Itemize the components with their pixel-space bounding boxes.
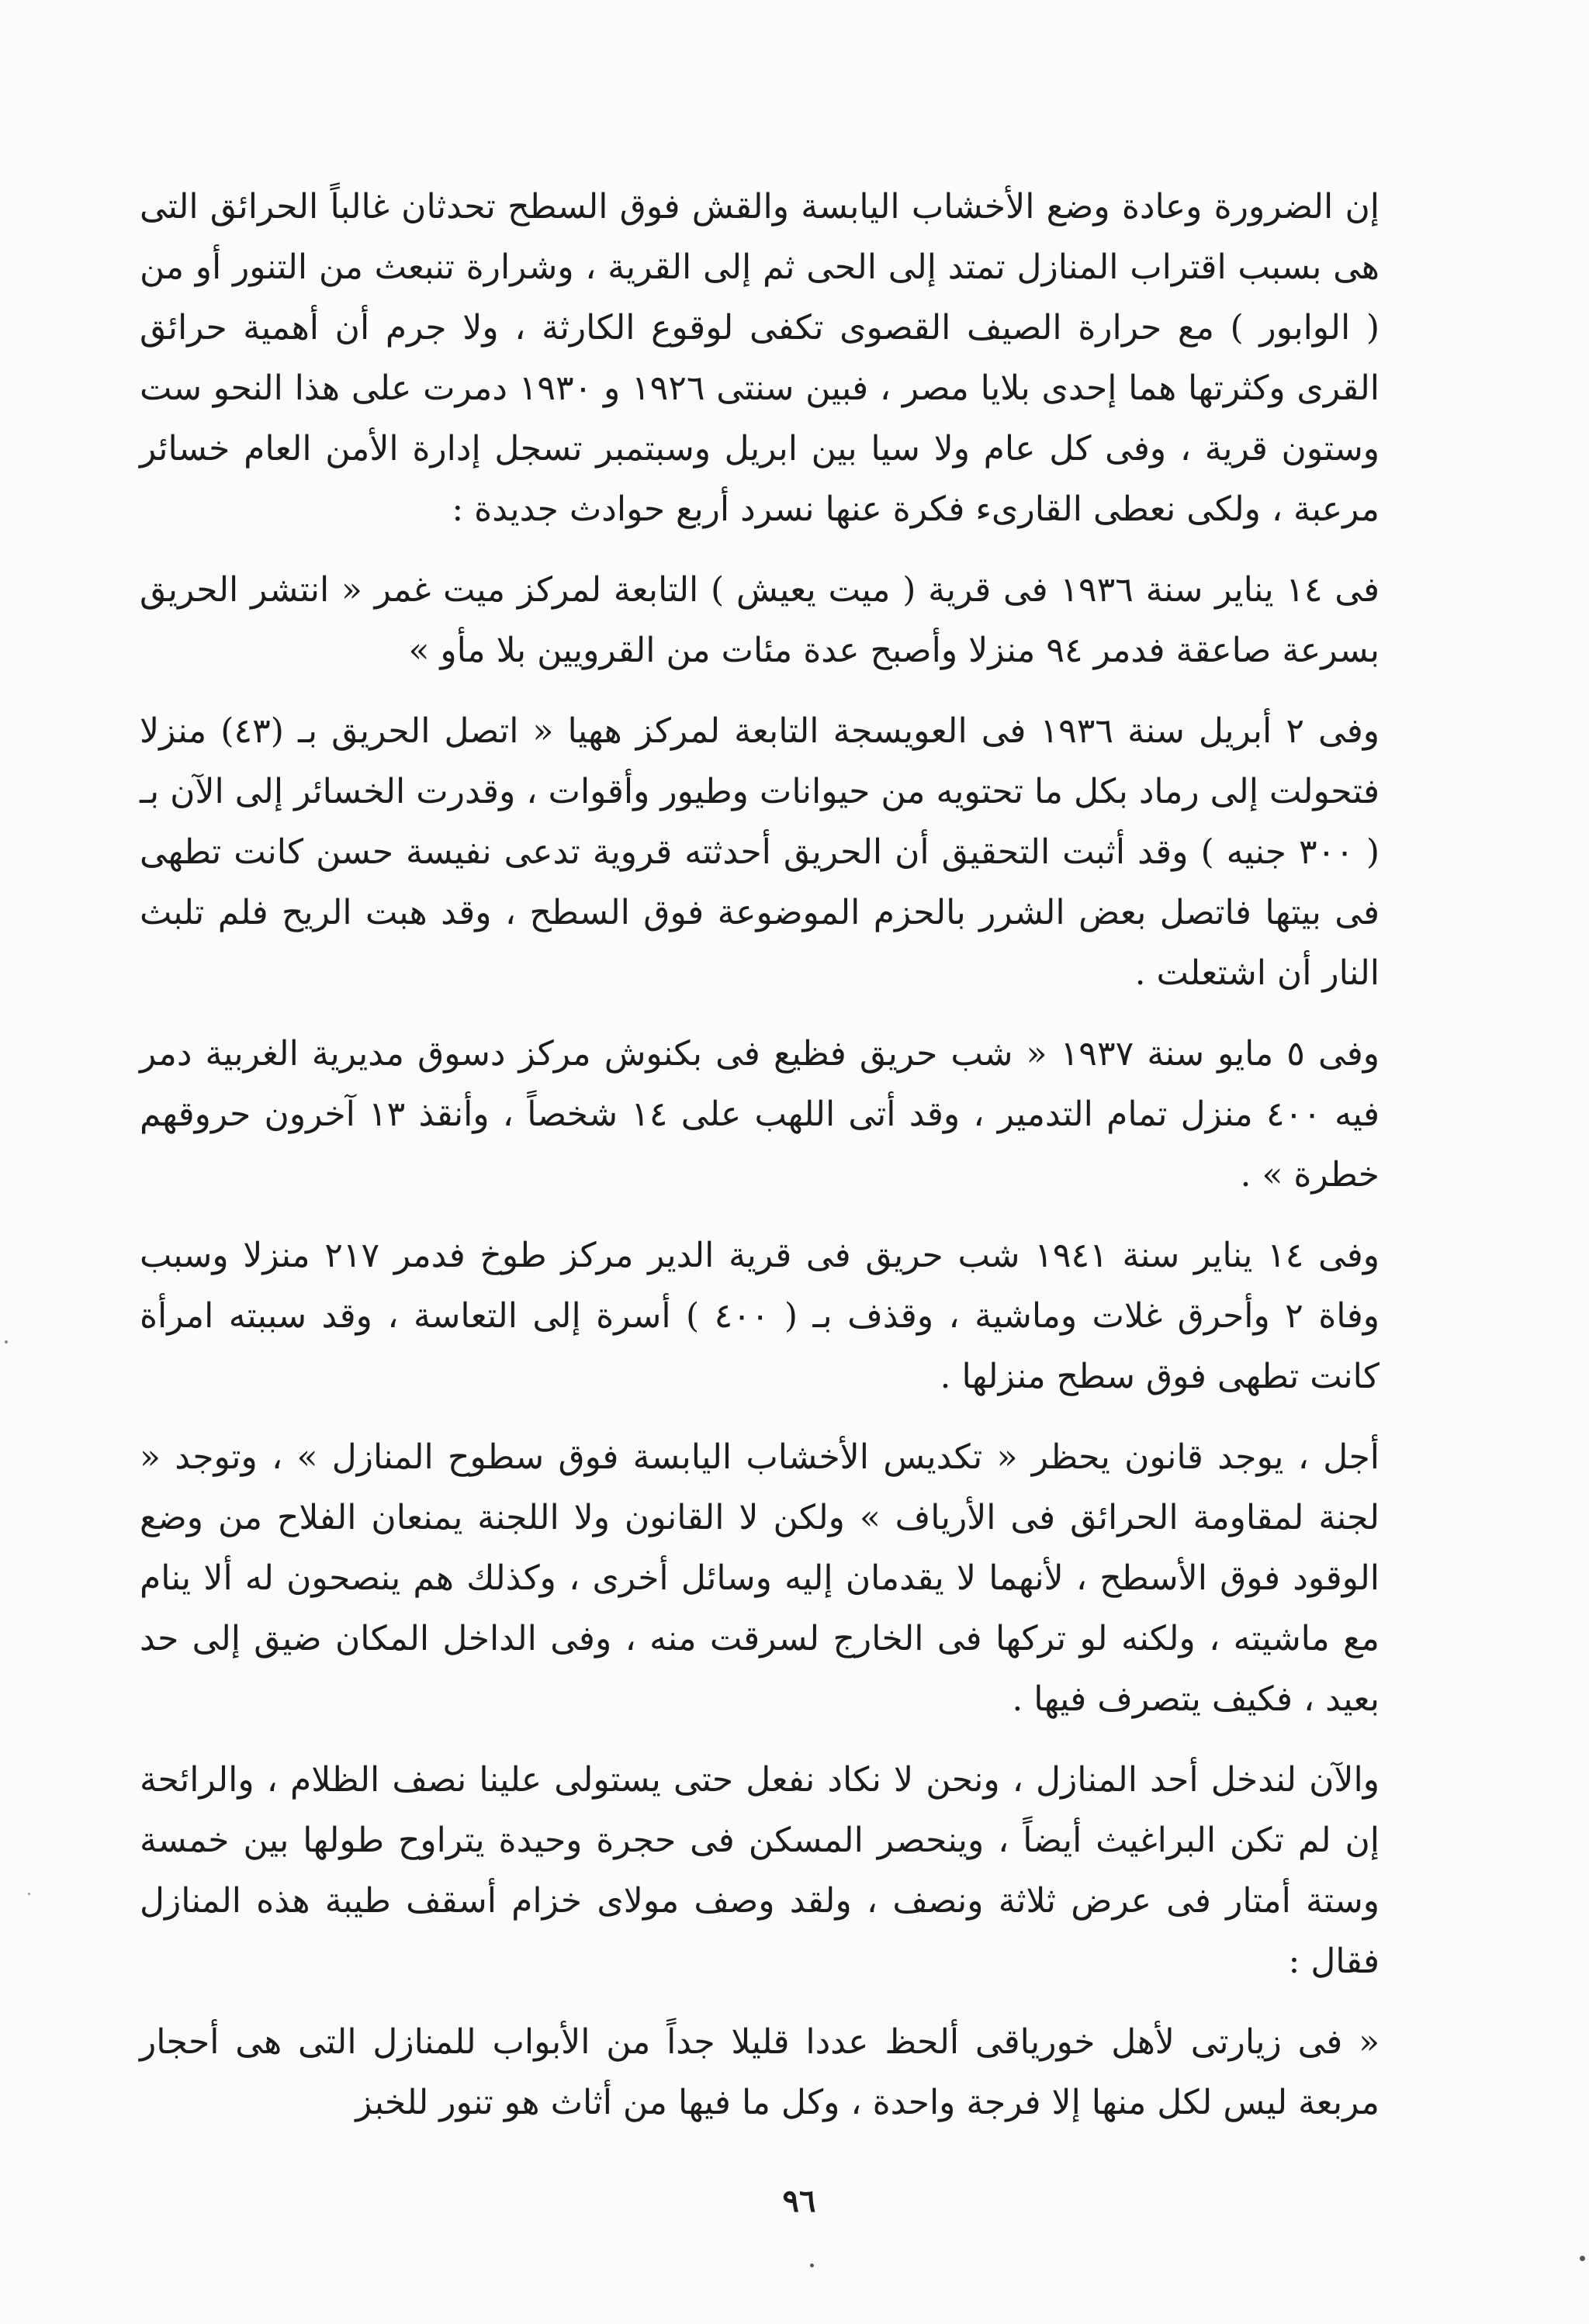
body-text xyxy=(140,177,1380,2133)
scan-speck xyxy=(1580,2256,1585,2261)
paragraph-mit-yaish-fire: فى ١٤ يناير سنة ١٩٣٦ فى قرية ( ميت يعيش ) التابعة لمركز ميت غمر « انتشر الحريق بسرعة صاعقة فدمر ٩٤ منزلا وأصبح عدة مئات من القرويين بلا مأو » xyxy=(140,570,1380,670)
paragraph-village-fires-intro: إن الضرورة وعادة وضع الأخشاب اليابسة والقش فوق السطح تحدثان غالباً الحرائق التى هى بسبب اقتراب المنازل تمتد إلى الحى ثم إلى القرية ، وشرارة تنبعث من التنور أو من ( الوابور ) مع حرارة الصيف القصوى تكفى لوقوع الكارثة ، ولا جرم أن أهمية حرائق القرى وكثرتها هما إحدى بلايا مصر ، فبين سنتى ١٩٢٦ و ١٩٣٠ دمرت على هذا النحو ست وستون قرية ، وفى كل عام ولا سيا بين ابريل وسبتمبر تسجل إدارة الأمن العام خسائر مرعبة ، ولكى نعطى القارىء فكرة عنها نسرد أربع حوادث جديدة : xyxy=(140,187,1380,529)
paragraph-baknush-fire: وفى ٥ مايو سنة ١٩٣٧ « شب حريق فظيع فى بكنوش مركز دسوق مديرية الغربية دمر فيه ٤٠٠ منزل تمام التدمير ، وقد أتى اللهب على ١٤ شخصاً ، وأنقذ ١٣ آخرون حروقهم خطرة » . xyxy=(140,1034,1380,1195)
scan-speck xyxy=(810,2263,814,2267)
paragraph-uwaysja-fire: وفى ٢ أبريل سنة ١٩٣٦ فى العويسجة التابعة لمركز ههيا « اتصل الحريق بـ (٤٣) منزلا فتحولت إلى رماد بكل ما تحتويه من حيوانات وطيور وأقوات ، وقدرت الخسائر إلى الآن بـ ( ٣٠٠ جنيه ) وقد أثبت التحقيق أن الحريق أحدثته قروية تدعى نفيسة حسن كانت تطهى فى بيتها فاتصل بعض الشرر بالحزم الموضوعة فوق السطح ، وقد هبت الريح فلم تلبث النار أن اشتعلت . xyxy=(140,711,1380,993)
scan-speck xyxy=(5,1340,8,1344)
paragraph-bishop-quote: « فى زيارتى لأهل خورياقى ألحظ عددا قليلا جداً من الأبواب للمنازل التى هى أحجار مربعة ليس لكل منها إلا فرجة واحدة ، وكل ما فيها من أثاث هو تنور للخبز xyxy=(140,2022,1380,2122)
page-number: ٩٦ xyxy=(782,2183,816,2219)
paragraph-al-dayr-fire: وفى ١٤ يناير سنة ١٩٤١ شب حريق فى قرية الدير مركز طوخ فدمر ٢١٧ منزلا وسبب وفاة ٢ وأحرق غلات وماشية ، وقذف بـ ( ٤٠٠ ) أسرة إلى التعاسة ، وقد سببته امرأة كانت تطهى فوق سطح منزلها . xyxy=(140,1236,1380,1396)
paragraph-fire-law: أجل ، يوجد قانون يحظر « تكديس الأخشاب اليابسة فوق سطوح المنازل » ، وتوجد « لجنة لمقاومة الحرائق فى الأرياف » ولكن لا القانون ولا اللجنة يمنعان الفلاح من وضع الوقود فوق الأسطح ، لأنهما لا يقدمان إليه وسائل أخرى ، وكذلك هم ينصحون له ألا ينام مع ماشيته ، ولكنه لو تركها فى الخارج لسرقت منه ، وفى الداخل المكان ضيق إلى حد بعيد ، فكيف يتصرف فيها . xyxy=(140,1437,1380,1719)
paragraph-house-interior: والآن لندخل أحد المنازل ، ونحن لا نكاد نفعل حتى يستولى علينا نصف الظلام ، والرائحة إن لم تكن البراغيث أيضاً ، وينحصر المسكن فى حجرة وحيدة يتراوح طولها بين خمسة وستة أمتار فى عرض ثلاثة ونصف ، ولقد وصف مولاى خزام أسقف طيبة هذه المنازل فقال : xyxy=(140,1760,1380,1981)
scan-speck xyxy=(28,1893,30,1895)
